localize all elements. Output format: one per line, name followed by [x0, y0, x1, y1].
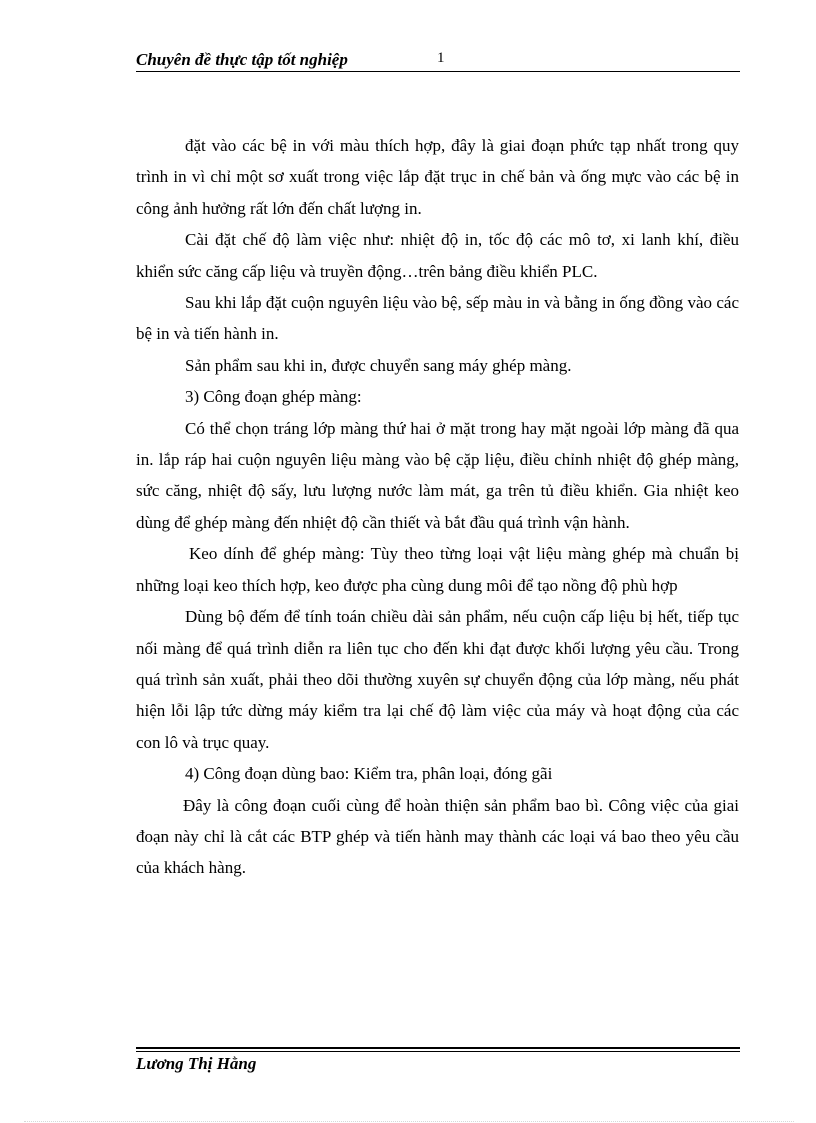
- paragraph-5: Có thể chọn tráng lớp màng thứ hai ở mặt trong hay mặt ngoài lớp màng đã qua in. lắp ráp hai cuộn nguyên liệu màng vào bệ cặp liệu, điều chỉnh nhiệt độ ghép màng, sức căng, nhiệt độ sấy, lưu lượng nước làm mát, ga trên tủ điều khiển. Gia nhiệt keo dùng để ghép màng đến nhiệt độ cần thiết và bắt đầu quá trình vận hành.: [136, 418, 739, 532]
- page-edge: [24, 1121, 794, 1122]
- footer-divider-thick: [136, 1047, 740, 1049]
- paragraph-3: Sau khi lắp đặt cuộn nguyên liệu vào bệ, sếp màu in và bằng in ống đồng vào các bệ in và tiến hành in.: [136, 293, 739, 344]
- footer-divider-thin: [136, 1051, 740, 1052]
- paragraph-7: Dùng bộ đếm để tính toán chiều dài sản phẩm, nếu cuộn cấp liệu bị hết, tiếp tục nối màng để quá trình diễn ra liên tục cho đến khi đạt được khối lượng yêu cầu. Trong quá trình sản xuất, phải theo dõi thường xuyên sự chuyển động của lớp màng, nếu phát hiện lỗi lập tức dừng máy kiểm tra lại chế độ làm việc của máy và hoạt động của các con lô và trục quay.: [136, 607, 739, 752]
- document-title: Chuyên đề thực tập tốt nghiệp: [136, 50, 348, 69]
- paragraph-4: Sản phẩm sau khi in, được chuyển sang máy ghép màng.: [185, 355, 572, 375]
- body-text: [136, 130, 739, 884]
- section-heading-4: 4) Công đoạn dùng bao: Kiểm tra, phân loại, đóng gãi: [185, 764, 553, 784]
- page-header: [136, 48, 740, 72]
- paragraph-1: đặt vào các bệ in với màu thích hợp, đây là giai đoạn phức tạp nhất trong quy trình in vì chỉ một sơ xuất trong việc lắp đặt trục in chế bản và ống mực vào các bệ in công ảnh hưởng rất lớn đến chất lượng in.: [136, 136, 739, 218]
- paragraph-2: Cài đặt chế độ làm việc như: nhiệt độ in, tốc độ các mô tơ, xi lanh khí, điều khiển sức căng cấp liệu và truyền động…trên bảng điều khiển PLC.: [136, 230, 739, 281]
- paragraph-8: Đây là công đoạn cuối cùng để hoàn thiện sản phẩm bao bì. Công việc của giai đoạn này chỉ là cắt các BTP ghép và tiến hành may thành các loại vá bao theo yêu cầu của khách hàng.: [136, 795, 739, 878]
- header-divider: [136, 71, 740, 72]
- section-heading-3: 3) Công đoạn ghép màng:: [185, 387, 362, 407]
- paragraph-6: Keo dính để ghép màng: Tùy theo từng loại vật liệu màng ghép mà chuẩn bị những loại keo thích hợp, keo được pha cùng dung môi để tạo nồng độ phù hợp: [136, 544, 739, 595]
- author-name: Lương Thị Hằng: [136, 1054, 257, 1073]
- page-number: 1: [437, 50, 445, 66]
